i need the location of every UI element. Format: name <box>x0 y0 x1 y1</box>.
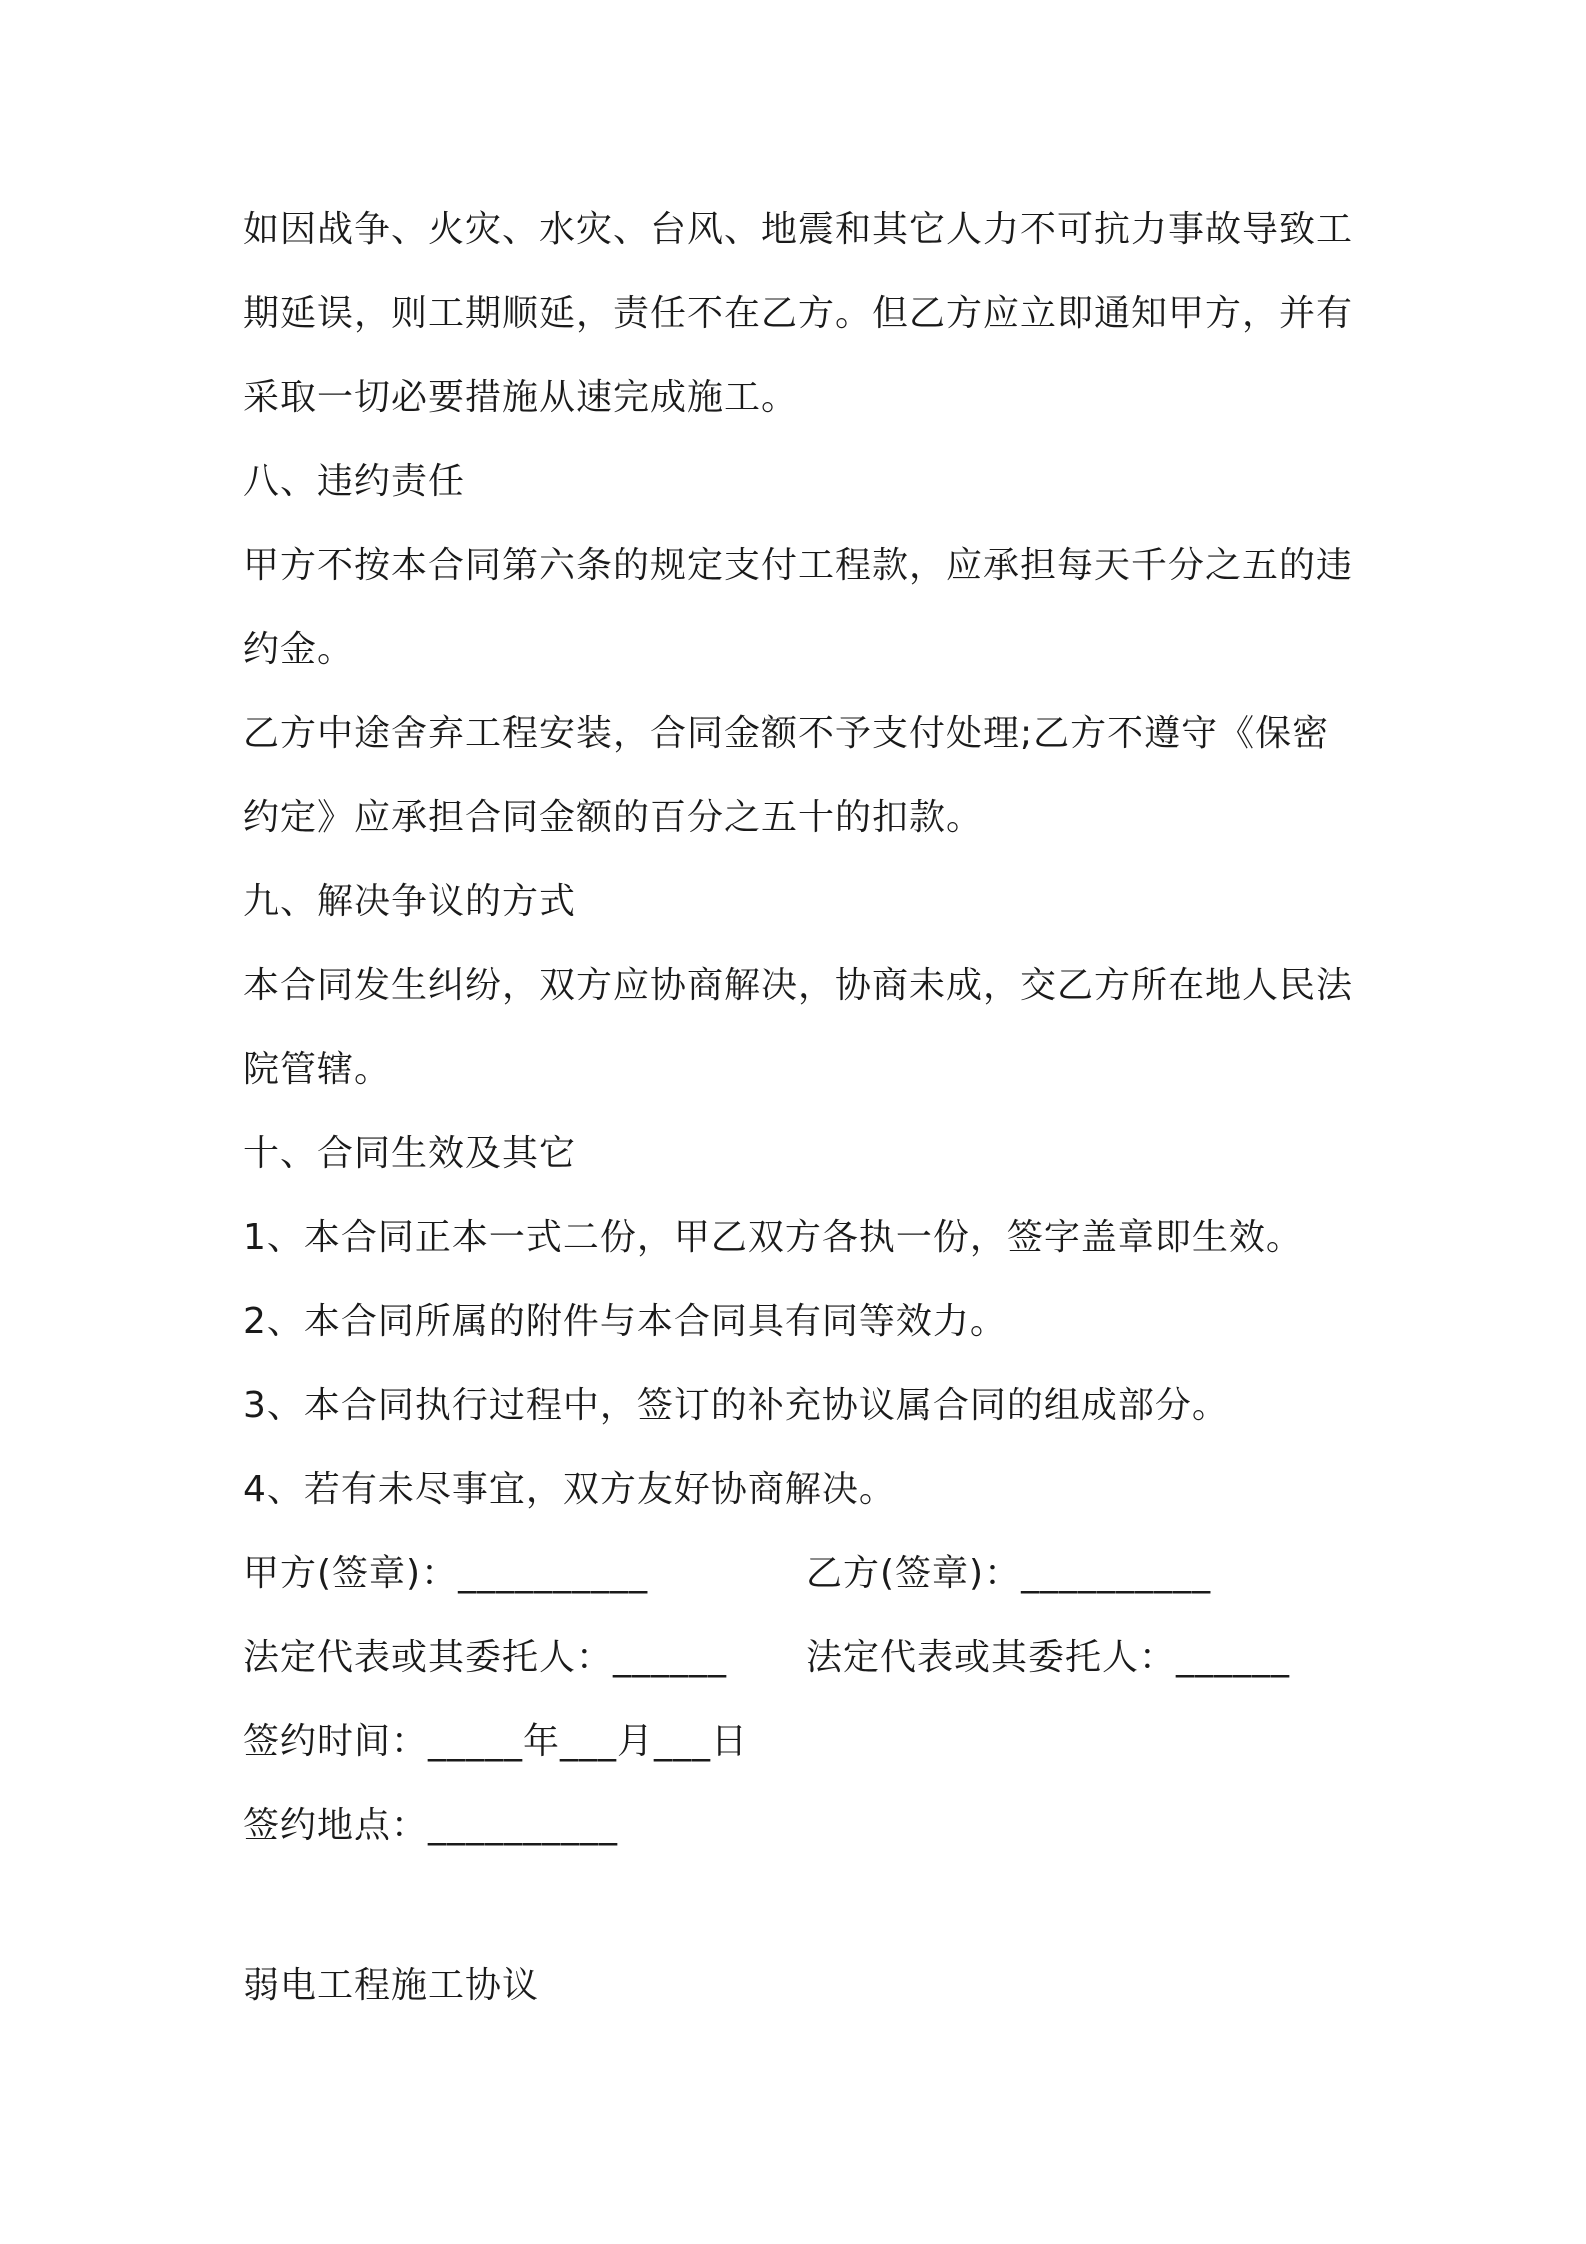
paragraph-line: 采取一切必要措施从速完成施工。 <box>243 377 799 418</box>
sign-place-field: 签约地点：__________ <box>243 1805 619 1846</box>
section-heading: 十、合同生效及其它 <box>243 1133 577 1174</box>
paragraph-line: 乙方中途舍弃工程安装，合同金额不予支付处理;乙方不遵守《保密 <box>243 713 1330 754</box>
paragraph-line: 约金。 <box>243 629 355 670</box>
list-item: 3、本合同执行过程中，签订的补充协议属合同的组成部分。 <box>243 1385 1229 1426</box>
party-a-seal-field: 甲方(签章)：__________ <box>243 1553 649 1594</box>
party-b-rep-field: 法定代表或其委托人：______ <box>806 1637 1291 1678</box>
paragraph-line: 约定》应承担合同金额的百分之五十的扣款。 <box>243 797 984 838</box>
paragraph-line: 院管辖。 <box>243 1049 392 1090</box>
document-title: 弱电工程施工协议 <box>243 1965 540 2006</box>
party-a-rep-field: 法定代表或其委托人：______ <box>243 1637 728 1678</box>
paragraph-line: 如因战争、火灾、水灾、台风、地震和其它人力不可抗力事故导致工 <box>243 209 1354 250</box>
sign-date-field: 签约时间：_____年___月___日 <box>243 1721 749 1762</box>
section-heading: 九、解决争议的方式 <box>243 881 577 922</box>
list-item: 1、本合同正本一式二份，甲乙双方各执一份，签字盖章即生效。 <box>243 1217 1303 1258</box>
paragraph-line: 甲方不按本合同第六条的规定支付工程款，应承担每天千分之五的违 <box>243 545 1354 586</box>
list-item: 2、本合同所属的附件与本合同具有同等效力。 <box>243 1301 1007 1342</box>
paragraph-line: 本合同发生纠纷，双方应协商解决，协商未成，交乙方所在地人民法 <box>243 965 1354 1006</box>
party-b-seal-field: 乙方(签章)：__________ <box>806 1553 1212 1594</box>
list-item: 4、若有未尽事宜，双方友好协商解决。 <box>243 1469 896 1510</box>
paragraph-line: 期延误，则工期顺延，责任不在乙方。但乙方应立即通知甲方，并有 <box>243 293 1354 334</box>
section-heading: 八、违约责任 <box>243 461 466 502</box>
